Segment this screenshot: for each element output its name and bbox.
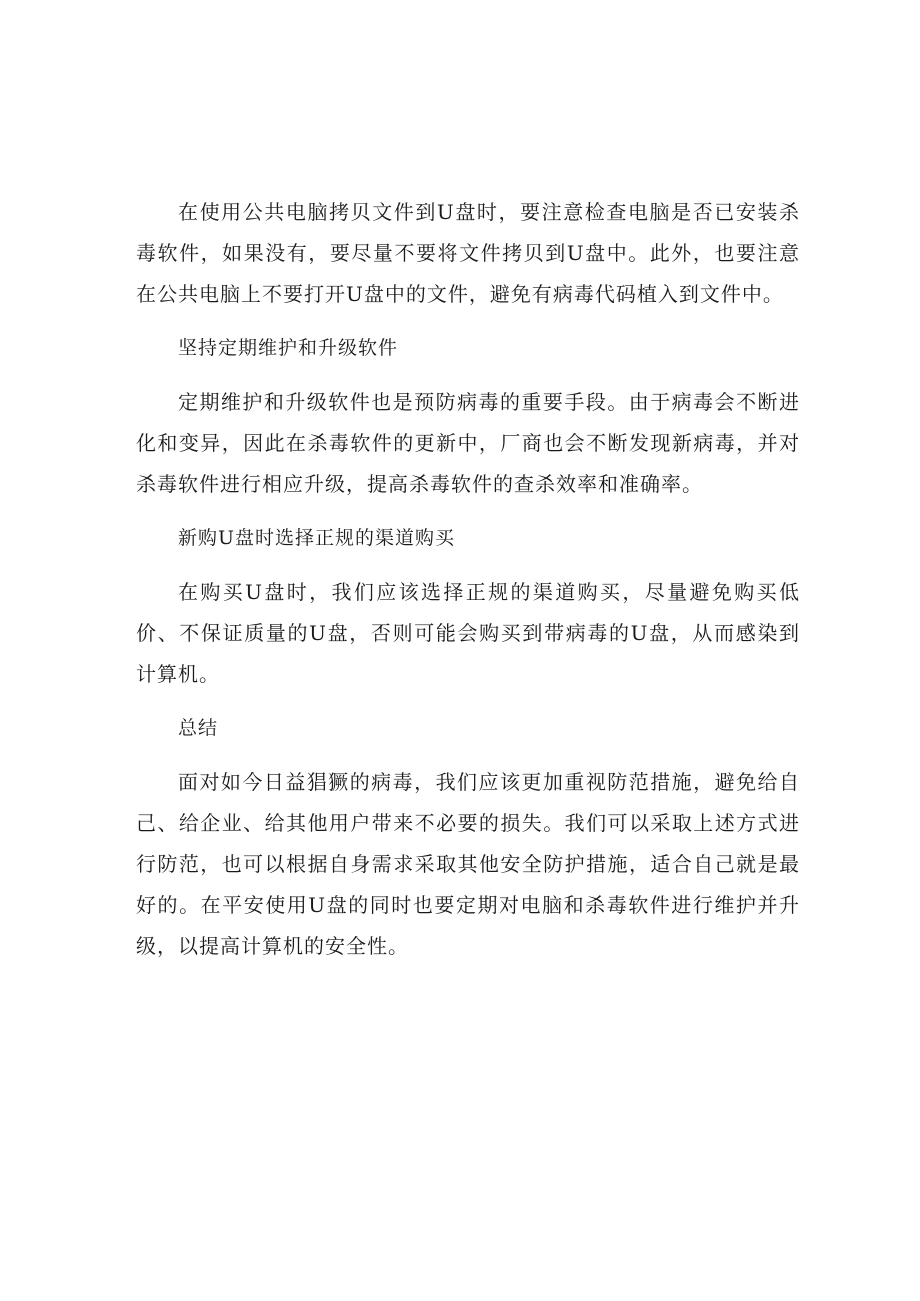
paragraph-gap (136, 695, 800, 708)
paragraph-public-computer-usb: 在使用公共电脑拷贝文件到U盘时，要注意检查电脑是否已安装杀毒软件，如果没有，要尽量不要将文件拷贝到U盘中。此外，也要注意在公共电脑上不要打开U盘中的文件，避免有病毒代码植入到文件中。 (136, 200, 800, 306)
paragraph-gap (136, 505, 800, 518)
paragraph-summary: 面对如今日益猖獗的病毒，我们应该更加重视防范措施，避免给自己、给企业、给其他用户带来不必要的损失。我们可以采取上述方式进行防范，也可以根据自身需求采取其他安全防护措施，适合自己就是最好的。在平安使用U盘的同时也要定期对电脑和杀毒软件进行维护并升级，以提高计算机的安全性。 (136, 770, 800, 958)
section-heading-summary: 总结 (178, 717, 219, 739)
paragraph-buy-usb: 在购买U盘时，我们应该选择正规的渠道购买，尽量避免购买低价、不保证质量的U盘，否则可能会购买到带病毒的U盘，从而感染到计算机。 (136, 580, 800, 686)
paragraph-gap (136, 749, 800, 762)
paragraph-gap (136, 369, 800, 382)
paragraph-maintain-upgrade: 定期维护和升级软件也是预防病毒的重要手段。由于病毒会不断进化和变异，因此在杀毒软件的更新中，厂商也会不断发现新病毒，并对杀毒软件进行相应升级，提高杀毒软件的查杀效率和准确率。 (136, 390, 800, 496)
paragraph-gap (136, 559, 800, 572)
section-heading-maintain-upgrade: 坚持定期维护和升级软件 (178, 337, 399, 359)
paragraph-gap (136, 315, 800, 328)
section-heading-buy-usb: 新购U盘时选择正规的渠道购买 (178, 527, 456, 549)
document-body (136, 192, 800, 967)
